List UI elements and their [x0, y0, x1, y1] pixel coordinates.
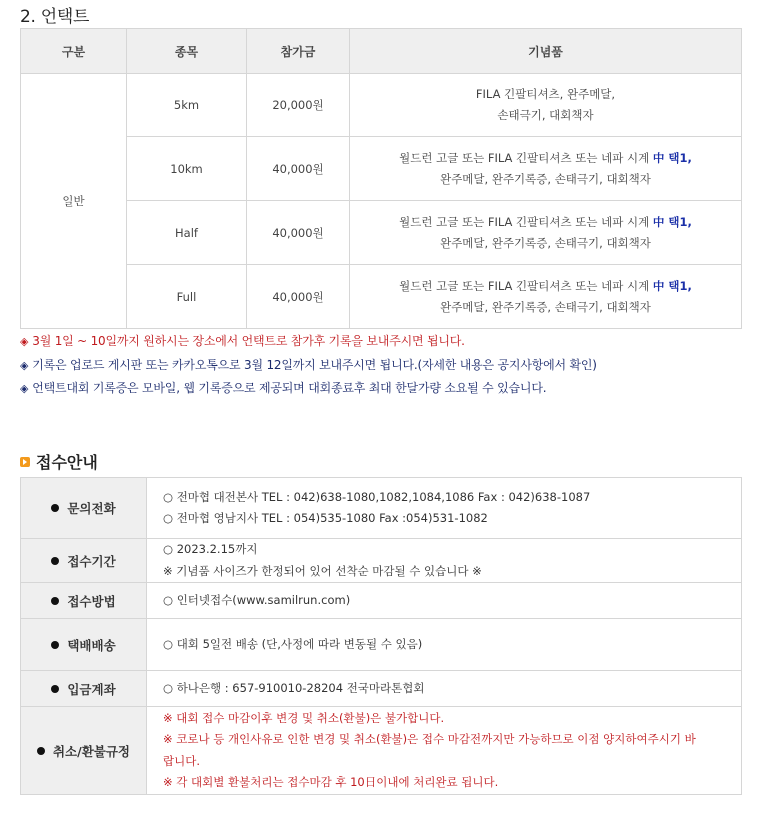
info-value: ○ 인터넷접수(www.samilrun.com): [147, 583, 742, 619]
bullet-dot-icon: [51, 685, 59, 693]
gift-line-2: 완주메달, 완주기록증, 손태극기, 대회책자: [440, 299, 651, 314]
gift-line-1: 월드런 고글 또는 FILA 긴팔티셔츠 또는 네파 시계: [399, 214, 653, 229]
info-label: 접수기간: [21, 539, 147, 583]
category-cell: 일반: [21, 74, 127, 329]
fee-cell: 40,000원: [247, 137, 350, 201]
header-gift: 기념품: [350, 29, 742, 74]
table-header-row: [21, 29, 742, 74]
table-row: [21, 265, 742, 329]
gift-line-2: 손태극기, 대회책자: [497, 108, 594, 122]
info-value: ○ 2023.2.15까지 ※ 기념품 사이즈가 한정되어 있어 선착순 마감될 수 있습니다 ※: [147, 539, 742, 583]
info-value: ○ 대회 5일전 배송 (단,사정에 따라 변동될 수 있음): [147, 619, 742, 671]
info-value: ※ 대회 접수 마감이후 변경 및 취소(환불)은 불가합니다. ※ 코로나 등 개인사유로 인한 변경 및 취소(환불)은 접수 마감전까지만 가능하므로 이점 양지하여주시기 바 랍니다. ※ 각 대회별 환불처리는 접수마감 후 10日이내에 처리완료 됩니다.: [147, 707, 742, 795]
diamond-marker-icon: ◈: [20, 335, 29, 348]
table-row: [21, 201, 742, 265]
info-label: 취소/환불규정: [21, 707, 147, 795]
untact-fee-table: [20, 28, 742, 329]
info-row: [21, 583, 742, 619]
table-row: [21, 137, 742, 201]
arrow-bullet-icon: [20, 457, 30, 467]
gift-line-1: 월드런 고글 또는 FILA 긴팔티셔츠 또는 네파 시계: [399, 150, 653, 165]
fee-cell: 40,000원: [247, 201, 350, 265]
header-category: 구분: [21, 29, 127, 74]
info-value: ○ 전마협 대전본사 TEL : 042)638-1080,1082,1084,1086 Fax : 042)638-1087 ○ 전마협 영남지사 TEL : 054)535-1080 Fax :054)531-1082: [147, 478, 742, 539]
fee-cell: 20,000원: [247, 74, 350, 137]
section-title-reception: 접수안내: [20, 450, 98, 473]
fee-cell: 40,000원: [247, 265, 350, 329]
note-item: ◈ 3월 1일 ~ 10일까지 원하시는 장소에서 언택트로 참가후 기록을 보내주시면 됩니다.: [20, 334, 465, 348]
note-item: ◈ 언택트대회 기록증은 모바일, 웹 기록증으로 제공되며 대회종료후 최대 한달가량 소요될 수 있습니다.: [20, 381, 547, 395]
info-label: 입금계좌: [21, 671, 147, 707]
gift-line-2: 완주메달, 완주기록증, 손태극기, 대회책자: [440, 235, 651, 250]
diamond-marker-icon: ◈: [20, 358, 29, 372]
section-title-untact: 2. 언택트: [20, 7, 90, 27]
header-event: 종목: [127, 29, 247, 74]
gift-line-2: 완주메달, 완주기록증, 손태극기, 대회책자: [440, 171, 651, 186]
gift-cell: [350, 137, 742, 201]
gift-line-1: FILA 긴팔티셔츠, 완주메달,: [475, 87, 616, 101]
untact-notes: [20, 330, 597, 401]
event-cell: 10km: [127, 137, 247, 201]
info-label: 문의전화: [21, 478, 147, 539]
table-row: [21, 74, 742, 137]
bullet-dot-icon: [51, 504, 59, 512]
diamond-marker-icon: ◈: [20, 382, 29, 395]
gift-line-1: 월드런 고글 또는 FILA 긴팔티셔츠 또는 네파 시계: [399, 278, 653, 293]
header-fee: 참가금: [247, 29, 350, 74]
info-label: 접수방법: [21, 583, 147, 619]
gift-highlight: 中 택1,: [652, 278, 692, 293]
info-row: [21, 707, 742, 795]
bullet-dot-icon: [51, 557, 59, 565]
event-cell: 5km: [127, 74, 247, 137]
info-row: [21, 478, 742, 539]
reception-info-table: [20, 477, 742, 795]
gift-highlight: 中 택1,: [652, 150, 692, 165]
info-row: [21, 671, 742, 707]
bullet-dot-icon: [51, 597, 59, 605]
event-cell: Full: [127, 265, 247, 329]
info-row: [21, 619, 742, 671]
bullet-dot-icon: [37, 747, 45, 755]
note-item: ◈ 기록은 업로드 게시판 또는 카카오톡으로 3월 12일까지 보내주시면 됩니다.(자세한 내용은 공지사항에서 확인): [20, 357, 597, 372]
bullet-dot-icon: [51, 641, 59, 649]
info-row: [21, 539, 742, 583]
gift-cell: [350, 74, 742, 137]
gift-cell: [350, 201, 742, 265]
gift-highlight: 中 택1,: [652, 214, 692, 229]
info-label: 택배배송: [21, 619, 147, 671]
info-value: ○ 하나은행 : 657-910010-28204 전국마라톤협회: [147, 671, 742, 707]
gift-cell: [350, 265, 742, 329]
event-cell: Half: [127, 201, 247, 265]
